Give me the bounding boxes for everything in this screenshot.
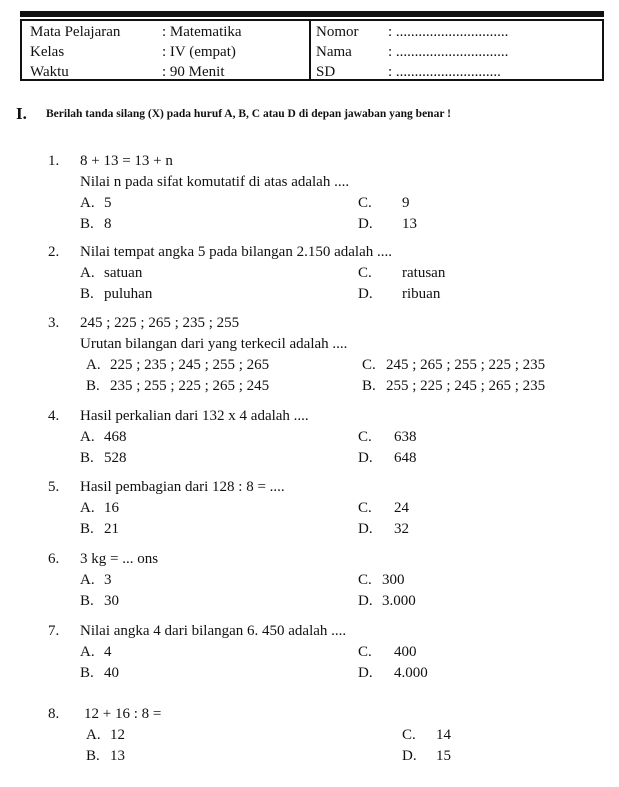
option-d[interactable]: [358, 284, 440, 305]
option-letter: B.: [86, 378, 100, 394]
question-number: 1.: [48, 153, 60, 169]
option-letter: B.: [362, 378, 376, 394]
option-letter: C.: [402, 727, 416, 743]
subject-value: : Matematika: [162, 24, 242, 40]
option-d[interactable]: [358, 214, 417, 235]
option-text: ribuan: [402, 286, 441, 302]
option-a[interactable]: [86, 725, 125, 746]
option-a[interactable]: [80, 193, 112, 214]
question-stem-line-2: Nilai n pada sifat komutatif di atas adalah ....: [80, 174, 350, 190]
option-b-second[interactable]: [362, 376, 545, 397]
option-c[interactable]: [358, 642, 417, 663]
option-a[interactable]: [80, 570, 112, 591]
option-d[interactable]: [358, 663, 428, 684]
option-text: puluhan: [104, 286, 153, 302]
option-c[interactable]: [358, 193, 410, 214]
option-text: 5: [104, 195, 112, 211]
school-field[interactable]: : ............................: [388, 64, 501, 80]
option-letter: A.: [86, 357, 101, 373]
class-value: : IV (empat): [162, 44, 236, 60]
option-letter: A.: [80, 265, 95, 281]
option-letter: C.: [358, 644, 372, 660]
option-text: 12: [110, 727, 125, 743]
option-letter: B.: [80, 286, 94, 302]
question-stem-line-2: Urutan bilangan dari yang terkecil adalah ....: [80, 336, 348, 352]
option-letter: A.: [86, 727, 101, 743]
option-a[interactable]: [86, 355, 269, 376]
option-c[interactable]: [362, 355, 545, 376]
option-text: 255 ; 225 ; 245 ; 265 ; 235: [386, 378, 546, 394]
question-number: 2.: [48, 244, 60, 260]
option-letter: B.: [80, 665, 94, 681]
option-b[interactable]: [80, 284, 152, 305]
option-letter: D.: [358, 450, 373, 466]
option-letter: B.: [80, 593, 94, 609]
option-d[interactable]: [358, 448, 417, 469]
section-instruction: Berilah tanda silang (X) pada huruf A, B, C atau D di depan jawaban yang benar !: [46, 108, 451, 120]
option-letter: C.: [358, 429, 372, 445]
option-text: 9: [402, 195, 410, 211]
option-text: 30: [104, 593, 119, 609]
question-stem: Nilai angka 4 dari bilangan 6. 450 adalah ....: [80, 623, 347, 639]
option-a[interactable]: [80, 263, 142, 284]
option-text: 245 ; 265 ; 255 ; 225 ; 235: [386, 357, 546, 373]
option-text: 4: [104, 644, 112, 660]
option-letter: A.: [80, 429, 95, 445]
option-text: 300: [382, 572, 405, 588]
question-stem: Hasil perkalian dari 132 x 4 adalah ....: [80, 408, 309, 424]
option-letter: A.: [80, 644, 95, 660]
option-letter: B.: [80, 521, 94, 537]
option-letter: B.: [80, 450, 94, 466]
option-c[interactable]: [358, 263, 445, 284]
option-b[interactable]: [80, 519, 119, 540]
option-letter: A.: [80, 572, 95, 588]
option-text: 13: [110, 748, 125, 764]
option-text: 24: [394, 500, 409, 516]
option-c[interactable]: [402, 725, 451, 746]
time-label: Waktu: [30, 64, 69, 80]
option-letter: D.: [358, 521, 373, 537]
option-c[interactable]: [358, 427, 417, 448]
option-letter: B.: [80, 216, 94, 232]
name-label: Nama: [316, 44, 352, 60]
option-text: 14: [436, 727, 451, 743]
question-number: 6.: [48, 551, 60, 567]
option-text: 3.000: [382, 593, 416, 609]
question-stem: 3 kg = ... ons: [80, 551, 159, 567]
option-letter: D.: [358, 216, 373, 232]
question-number: 3.: [48, 315, 60, 331]
top-rule: [20, 11, 604, 17]
option-a[interactable]: [80, 642, 112, 663]
option-text: 8: [104, 216, 112, 232]
option-letter: D.: [358, 286, 373, 302]
question-number: 4.: [48, 408, 60, 424]
option-b[interactable]: [80, 591, 119, 612]
option-text: 400: [394, 644, 417, 660]
question-number: 5.: [48, 479, 60, 495]
name-field[interactable]: : ..............................: [388, 44, 509, 60]
option-text: 528: [104, 450, 127, 466]
option-b[interactable]: [80, 663, 119, 684]
option-b[interactable]: [80, 214, 112, 235]
number-label: Nomor: [316, 24, 359, 40]
option-text: 235 ; 255 ; 225 ; 265 ; 245: [110, 378, 270, 394]
option-letter: D.: [358, 665, 373, 681]
option-letter: C.: [358, 572, 372, 588]
option-a[interactable]: [80, 427, 127, 448]
option-b[interactable]: [86, 746, 125, 767]
option-text: 638: [394, 429, 417, 445]
exam-header-box: [20, 19, 604, 81]
option-b[interactable]: [80, 448, 127, 469]
option-text: 4.000: [394, 665, 428, 681]
option-letter: A.: [80, 500, 95, 516]
option-c[interactable]: [358, 570, 405, 591]
question-number: 7.: [48, 623, 60, 639]
question-stem: 8 + 13 = 13 + n: [80, 153, 173, 169]
section-numeral: I.: [16, 104, 27, 123]
option-c[interactable]: [358, 498, 409, 519]
subject-label: Mata Pelajaran: [30, 24, 121, 40]
question-stem: 12 + 16 : 8 =: [84, 706, 162, 722]
option-d[interactable]: [358, 519, 409, 540]
option-text: satuan: [104, 265, 143, 281]
option-b[interactable]: [86, 376, 269, 397]
option-letter: C.: [358, 265, 372, 281]
school-label: SD: [316, 64, 336, 80]
option-text: ratusan: [402, 265, 446, 281]
option-letter: C.: [358, 500, 372, 516]
number-field[interactable]: : ..............................: [388, 24, 509, 40]
question-stem: 245 ; 225 ; 265 ; 235 ; 255: [80, 315, 240, 331]
class-label: Kelas: [30, 44, 65, 60]
option-letter: B.: [86, 748, 100, 764]
header-divider: [309, 21, 311, 79]
option-d[interactable]: [358, 591, 416, 612]
option-text: 21: [104, 521, 119, 537]
question-stem: Nilai tempat angka 5 pada bilangan 2.150 adalah ....: [80, 244, 392, 260]
option-letter: D.: [402, 748, 417, 764]
time-value: : 90 Menit: [162, 64, 225, 80]
option-text: 15: [436, 748, 451, 764]
question-stem: Hasil pembagian dari 128 : 8 = ....: [80, 479, 285, 495]
option-text: 13: [402, 216, 417, 232]
option-text: 648: [394, 450, 417, 466]
option-d[interactable]: [402, 746, 451, 767]
option-letter: C.: [358, 195, 372, 211]
option-text: 225 ; 235 ; 245 ; 255 ; 265: [110, 357, 270, 373]
option-text: 3: [104, 572, 112, 588]
option-text: 468: [104, 429, 127, 445]
option-text: 40: [104, 665, 119, 681]
question-number: 8.: [48, 706, 60, 722]
option-letter: A.: [80, 195, 95, 211]
option-a[interactable]: [80, 498, 119, 519]
option-text: 16: [104, 500, 119, 516]
option-text: 32: [394, 521, 409, 537]
option-letter: D.: [358, 593, 373, 609]
option-letter: C.: [362, 357, 376, 373]
